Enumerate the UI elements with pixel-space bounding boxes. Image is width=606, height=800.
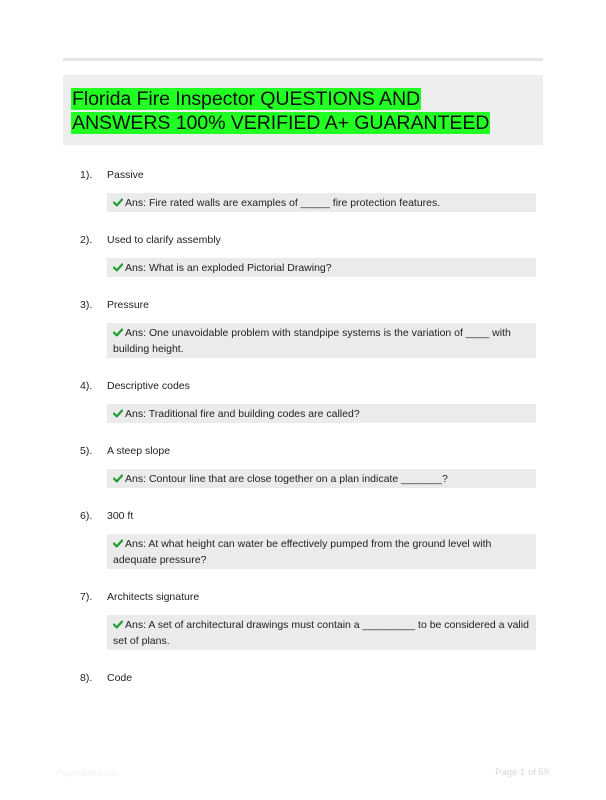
answer-box	[107, 323, 536, 358]
check-icon	[113, 539, 123, 548]
answer-box	[107, 193, 536, 212]
question-text: Used to clarify assembly	[107, 234, 221, 246]
answer-text: At what height can water be effectively pumped from the ground level with adequate pressure?	[113, 538, 492, 566]
qa-item	[80, 297, 536, 358]
check-icon	[113, 263, 123, 272]
question-text: 300 ft	[107, 510, 134, 522]
answer-box	[107, 258, 536, 277]
title-line-1: Florida Fire Inspector QUESTIONS AND	[72, 88, 421, 110]
check-icon	[113, 198, 123, 207]
footer-page-number: Page 1 of 59	[495, 767, 549, 778]
check-icon	[113, 328, 123, 337]
question-row	[80, 589, 536, 605]
title-banner	[63, 75, 543, 145]
check-icon	[113, 474, 123, 483]
question-text: Architects signature	[107, 591, 200, 603]
answer-prefix: Ans:	[125, 473, 147, 485]
question-row	[80, 508, 536, 524]
question-number: 4).	[80, 380, 93, 392]
answer-prefix: Ans:	[125, 408, 147, 420]
answer-text: Traditional fire and building codes are called?	[148, 408, 360, 420]
answer-prefix: Ans:	[125, 327, 147, 339]
question-row	[80, 297, 536, 313]
question-number: 1).	[80, 169, 93, 181]
footer-site: Papertible.com	[56, 768, 117, 778]
qa-item	[80, 589, 536, 650]
question-number: 7).	[80, 591, 93, 603]
top-divider	[63, 58, 543, 61]
answer-box	[107, 615, 536, 650]
question-row	[80, 167, 536, 183]
answer-prefix: Ans:	[125, 197, 147, 209]
answer-box	[107, 534, 536, 569]
answer-prefix: Ans:	[125, 619, 147, 631]
answer-text: Contour line that are close together on a plan indicate _______?	[148, 473, 448, 485]
qa-list	[80, 167, 536, 706]
question-text: Passive	[107, 169, 144, 181]
question-row	[80, 232, 536, 248]
title-line-2: ANSWERS 100% VERIFIED A+ GUARANTEED	[72, 112, 490, 134]
question-number: 6).	[80, 510, 93, 522]
qa-item	[80, 508, 536, 569]
answer-box	[107, 404, 536, 423]
qa-item	[80, 670, 536, 686]
qa-item	[80, 378, 536, 423]
answer-text: Fire rated walls are examples of _____ fire protection features.	[148, 197, 441, 209]
question-number: 8).	[80, 672, 93, 684]
qa-item	[80, 167, 536, 212]
question-number: 5).	[80, 445, 93, 457]
qa-item	[80, 232, 536, 277]
document-title	[71, 87, 543, 135]
answer-text: A set of architectural drawings must contain a _________ to be considered a valid set of plans.	[113, 619, 529, 647]
answer-box	[107, 469, 536, 488]
answer-prefix: Ans:	[125, 262, 147, 274]
question-row	[80, 378, 536, 394]
answer-text: One unavoidable problem with standpipe systems is the variation of ____ with building height.	[113, 327, 511, 355]
question-text: Descriptive codes	[107, 380, 190, 392]
answer-prefix: Ans:	[125, 538, 147, 550]
question-text: Pressure	[107, 299, 150, 311]
question-number: 2).	[80, 234, 93, 246]
answer-text: What is an exploded Pictorial Drawing?	[148, 262, 332, 274]
check-icon	[113, 409, 123, 418]
question-text: A steep slope	[107, 445, 171, 457]
question-text: Code	[107, 672, 133, 684]
question-number: 3).	[80, 299, 93, 311]
qa-item	[80, 443, 536, 488]
check-icon	[113, 620, 123, 629]
question-row	[80, 670, 536, 686]
question-row	[80, 443, 536, 459]
